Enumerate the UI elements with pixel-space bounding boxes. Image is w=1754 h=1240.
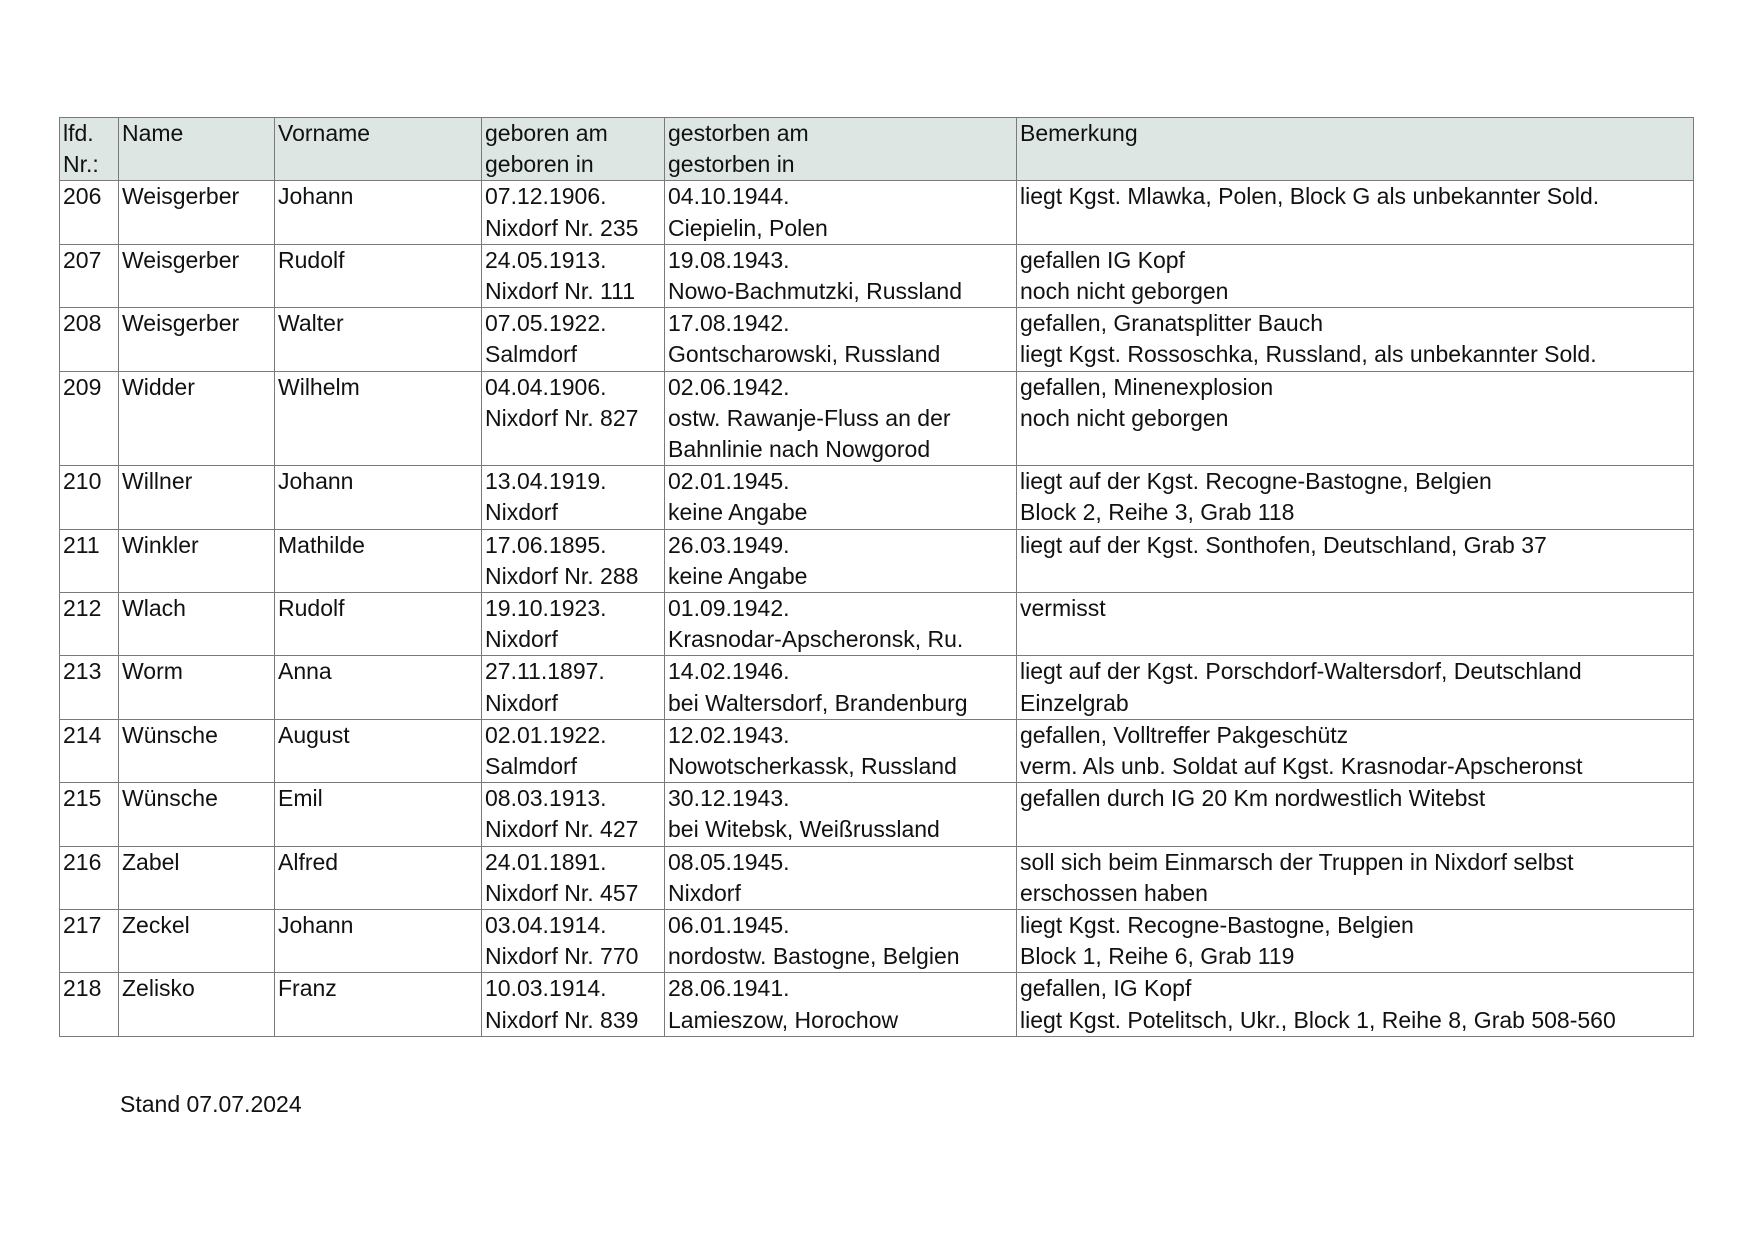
cell-nr: 210	[60, 466, 119, 529]
cell-gestorben-line: Nixdorf	[668, 879, 741, 906]
cell-nr: 212	[60, 593, 119, 656]
header-geboren	[482, 118, 665, 181]
cell-name: Zeckel	[119, 910, 275, 973]
cell-gestorben	[665, 593, 1017, 656]
cell-gestorben	[665, 181, 1017, 244]
cell-gestorben	[665, 973, 1017, 1036]
cell-bemerkung	[1017, 466, 1694, 529]
cell-bemerkung-line: liegt auf der Kgst. Sonthofen, Deutschland, Grab 37	[1020, 531, 1547, 558]
cell-nr: 211	[60, 529, 119, 592]
header-line: Name	[122, 120, 184, 146]
cell-gestorben	[665, 783, 1017, 846]
cell-gestorben-line: Bahnlinie nach Nowgorod	[668, 436, 931, 463]
cell-vorname: Johann	[275, 466, 482, 529]
cell-geboren-line: Nixdorf Nr. 427	[485, 816, 639, 843]
cell-gestorben-line: Lamieszow, Horochow	[668, 1006, 899, 1033]
cell-geboren	[482, 181, 665, 244]
cell-gestorben	[665, 244, 1017, 307]
cell-nr: 218	[60, 973, 119, 1036]
cell-geboren	[482, 783, 665, 846]
cell-gestorben-line: 01.09.1942.	[668, 595, 790, 622]
cell-name: Zabel	[119, 846, 275, 909]
cell-name: Weisgerber	[119, 308, 275, 371]
cell-name: Winkler	[119, 529, 275, 592]
cell-vorname: Johann	[275, 181, 482, 244]
cell-bemerkung-line: gefallen, Minenexplosion	[1020, 373, 1274, 400]
cell-geboren-line: 07.12.1906.	[485, 183, 607, 210]
cell-geboren	[482, 371, 665, 466]
cell-gestorben	[665, 308, 1017, 371]
cell-gestorben-line: keine Angabe	[668, 562, 808, 589]
cell-name: Wünsche	[119, 783, 275, 846]
cell-bemerkung-line: gefallen, IG Kopf	[1020, 975, 1192, 1002]
cell-gestorben-line: Nowotscherkassk, Russland	[668, 753, 957, 780]
cell-gestorben	[665, 371, 1017, 466]
table-row	[60, 910, 1694, 973]
table-row	[60, 244, 1694, 307]
cell-gestorben-line: 14.02.1946.	[668, 658, 790, 685]
cell-bemerkung	[1017, 719, 1694, 782]
cell-nr: 213	[60, 656, 119, 719]
cell-nr: 207	[60, 244, 119, 307]
cell-bemerkung-line: soll sich beim Einmarsch der Truppen in Nixdorf selbst	[1020, 848, 1574, 875]
cell-vorname: Anna	[275, 656, 482, 719]
cell-geboren	[482, 910, 665, 973]
header-line: Bemerkung	[1020, 120, 1138, 146]
cell-nr: 216	[60, 846, 119, 909]
cell-name: Willner	[119, 466, 275, 529]
cell-nr: 217	[60, 910, 119, 973]
header-line: Vorname	[278, 120, 371, 146]
cell-bemerkung-line: liegt Kgst. Recogne-Bastogne, Belgien	[1020, 912, 1414, 939]
cell-name: Widder	[119, 371, 275, 466]
header-lfd-nr	[60, 118, 119, 181]
cell-geboren-line: 08.03.1913.	[485, 785, 607, 812]
cell-bemerkung	[1017, 846, 1694, 909]
cell-vorname: Rudolf	[275, 593, 482, 656]
cell-vorname: Johann	[275, 910, 482, 973]
header-gestorben	[665, 118, 1017, 181]
cell-geboren	[482, 973, 665, 1036]
cell-gestorben	[665, 656, 1017, 719]
cell-geboren	[482, 466, 665, 529]
cell-geboren	[482, 529, 665, 592]
cell-geboren-line: 04.04.1906.	[485, 373, 607, 400]
cell-geboren-line: 03.04.1914.	[485, 912, 607, 939]
cell-gestorben-line: Nowo-Bachmutzki, Russland	[668, 278, 963, 305]
cell-bemerkung	[1017, 973, 1694, 1036]
cell-bemerkung-line: erschossen haben	[1020, 879, 1208, 906]
cell-bemerkung-line: liegt Kgst. Potelitsch, Ukr., Block 1, Reihe 8, Grab 508-560	[1020, 1006, 1616, 1033]
cell-gestorben-line: 02.01.1945.	[668, 468, 790, 495]
cell-bemerkung-line: vermisst	[1020, 595, 1106, 622]
cell-nr: 208	[60, 308, 119, 371]
cell-geboren-line: Nixdorf Nr. 770	[485, 943, 639, 970]
cell-geboren-line: Nixdorf	[485, 626, 558, 653]
cell-geboren-line: Nixdorf Nr. 111	[485, 278, 635, 305]
cell-bemerkung-line: gefallen, Granatsplitter Bauch	[1020, 310, 1324, 337]
cell-gestorben	[665, 910, 1017, 973]
cell-geboren-line: 27.11.1897.	[485, 658, 605, 685]
cell-vorname: Franz	[275, 973, 482, 1036]
cell-vorname: Walter	[275, 308, 482, 371]
cell-vorname: Mathilde	[275, 529, 482, 592]
cell-vorname: August	[275, 719, 482, 782]
cell-geboren	[482, 846, 665, 909]
cell-geboren	[482, 719, 665, 782]
cell-name: Zelisko	[119, 973, 275, 1036]
cell-gestorben-line: 06.01.1945.	[668, 912, 790, 939]
cell-bemerkung-line: Block 1, Reihe 6, Grab 119	[1020, 943, 1295, 970]
cell-bemerkung-line: verm. Als unb. Soldat auf Kgst. Krasnodar-Apscheronst	[1020, 753, 1583, 780]
cell-gestorben	[665, 846, 1017, 909]
cell-geboren-line: 19.10.1923.	[485, 595, 607, 622]
header-line: geboren in	[485, 151, 594, 178]
cell-geboren-line: Nixdorf	[485, 499, 558, 526]
cell-bemerkung-line: liegt auf der Kgst. Recogne-Bastogne, Belgien	[1020, 468, 1492, 495]
cell-gestorben-line: ostw. Rawanje-Fluss an der	[668, 404, 951, 431]
cell-bemerkung-line: liegt Kgst. Mlawka, Polen, Block G als unbekannter Sold.	[1020, 183, 1600, 210]
cell-geboren	[482, 244, 665, 307]
cell-name: Weisgerber	[119, 181, 275, 244]
cell-geboren-line: 13.04.1919.	[485, 468, 607, 495]
table-body	[60, 181, 1694, 1036]
header-line: lfd.	[63, 120, 94, 146]
header-bemerkung	[1017, 118, 1694, 181]
header-line: Nr.:	[63, 151, 99, 178]
cell-bemerkung-line: gefallen, Volltreffer Pakgeschütz	[1020, 721, 1349, 748]
cell-vorname: Emil	[275, 783, 482, 846]
cell-nr: 215	[60, 783, 119, 846]
cell-gestorben	[665, 466, 1017, 529]
cell-bemerkung-line: Einzelgrab	[1020, 689, 1129, 716]
cell-bemerkung	[1017, 593, 1694, 656]
cell-gestorben-line: bei Waltersdorf, Brandenburg	[668, 689, 968, 716]
cell-bemerkung	[1017, 656, 1694, 719]
cell-bemerkung	[1017, 371, 1694, 466]
casualty-table	[59, 117, 1694, 1037]
cell-bemerkung	[1017, 529, 1694, 592]
cell-gestorben-line: nordostw. Bastogne, Belgien	[668, 943, 960, 970]
cell-geboren-line: Salmdorf	[485, 341, 578, 368]
cell-geboren-line: Nixdorf Nr. 288	[485, 562, 639, 589]
table-row	[60, 308, 1694, 371]
cell-bemerkung-line: gefallen durch IG 20 Km nordwestlich Witebst	[1020, 785, 1486, 812]
cell-geboren-line: Nixdorf	[485, 689, 558, 716]
table-row	[60, 593, 1694, 656]
cell-gestorben-line: 26.03.1949.	[668, 531, 790, 558]
cell-bemerkung	[1017, 783, 1694, 846]
cell-gestorben-line: Ciepielin, Polen	[668, 214, 828, 241]
cell-bemerkung-line: noch nicht geborgen	[1020, 404, 1229, 431]
table-row	[60, 466, 1694, 529]
cell-geboren-line: Nixdorf Nr. 235	[485, 214, 639, 241]
cell-bemerkung-line: Block 2, Reihe 3, Grab 118	[1020, 499, 1295, 526]
cell-name: Wlach	[119, 593, 275, 656]
cell-bemerkung	[1017, 308, 1694, 371]
table-row	[60, 719, 1694, 782]
header-line: geboren am	[485, 120, 608, 146]
cell-bemerkung	[1017, 910, 1694, 973]
cell-geboren-line: Nixdorf Nr. 827	[485, 404, 639, 431]
table-row	[60, 371, 1694, 466]
table-row	[60, 783, 1694, 846]
cell-gestorben-line: Krasnodar-Apscheronsk, Ru.	[668, 626, 964, 653]
cell-geboren-line: 10.03.1914.	[485, 975, 607, 1002]
cell-bemerkung	[1017, 181, 1694, 244]
cell-bemerkung-line: liegt Kgst. Rossoschka, Russland, als unbekannter Sold.	[1020, 341, 1597, 368]
cell-geboren-line: 24.05.1913.	[485, 246, 607, 273]
header-name	[119, 118, 275, 181]
cell-vorname: Wilhelm	[275, 371, 482, 466]
cell-vorname: Alfred	[275, 846, 482, 909]
table-row	[60, 973, 1694, 1036]
cell-vorname: Rudolf	[275, 244, 482, 307]
header-line: gestorben am	[668, 120, 809, 146]
cell-nr: 206	[60, 181, 119, 244]
cell-geboren-line: 17.06.1895.	[485, 531, 607, 558]
cell-geboren	[482, 593, 665, 656]
table-row	[60, 656, 1694, 719]
cell-geboren-line: Salmdorf	[485, 753, 578, 780]
cell-geboren-line: Nixdorf Nr. 839	[485, 1006, 639, 1033]
cell-gestorben-line: 02.06.1942.	[668, 373, 790, 400]
cell-geboren-line: 07.05.1922.	[485, 310, 607, 337]
cell-geboren	[482, 656, 665, 719]
cell-gestorben-line: 28.06.1941.	[668, 975, 790, 1002]
cell-gestorben-line: 08.05.1945.	[668, 848, 790, 875]
table-row	[60, 181, 1694, 244]
cell-geboren-line: 24.01.1891.	[485, 848, 607, 875]
cell-name: Wünsche	[119, 719, 275, 782]
cell-bemerkung	[1017, 244, 1694, 307]
cell-gestorben-line: Gontscharowski, Russland	[668, 341, 941, 368]
cell-gestorben	[665, 719, 1017, 782]
cell-gestorben-line: 04.10.1944.	[668, 183, 790, 210]
cell-gestorben-line: 30.12.1943.	[668, 785, 790, 812]
cell-gestorben-line: 17.08.1942.	[668, 310, 790, 337]
cell-gestorben	[665, 529, 1017, 592]
cell-name: Weisgerber	[119, 244, 275, 307]
cell-name: Worm	[119, 656, 275, 719]
header-vorname	[275, 118, 482, 181]
table-row	[60, 529, 1694, 592]
cell-geboren-line: 02.01.1922.	[485, 721, 607, 748]
cell-bemerkung-line: gefallen IG Kopf	[1020, 246, 1185, 273]
header-line: gestorben in	[668, 151, 795, 178]
cell-gestorben-line: keine Angabe	[668, 499, 808, 526]
cell-gestorben-line: 12.02.1943.	[668, 721, 790, 748]
table-row	[60, 846, 1694, 909]
cell-gestorben-line: 19.08.1943.	[668, 246, 790, 273]
cell-geboren	[482, 308, 665, 371]
cell-bemerkung-line: liegt auf der Kgst. Porschdorf-Waltersdorf, Deutschland	[1020, 658, 1582, 685]
cell-nr: 209	[60, 371, 119, 466]
cell-nr: 214	[60, 719, 119, 782]
stand-date: Stand 07.07.2024	[120, 1091, 302, 1117]
cell-geboren-line: Nixdorf Nr. 457	[485, 879, 639, 906]
cell-gestorben-line: bei Witebsk, Weißrussland	[668, 816, 940, 843]
table-header-row	[60, 118, 1694, 181]
cell-bemerkung-line: noch nicht geborgen	[1020, 278, 1229, 305]
